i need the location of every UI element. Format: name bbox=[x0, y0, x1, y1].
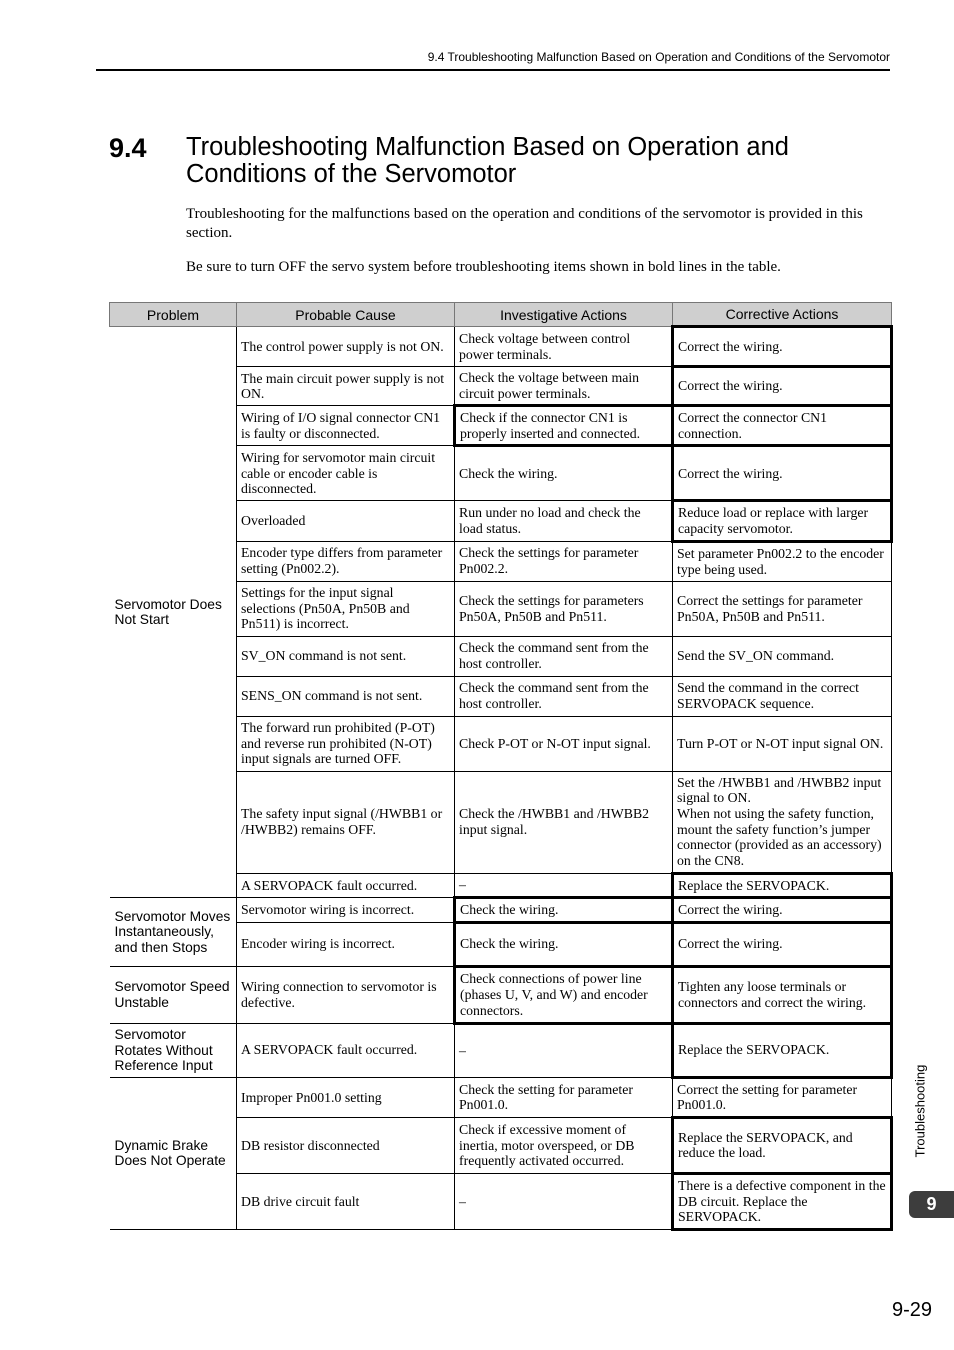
investigate-cell: Check the setting for parameter Pn001.0. bbox=[455, 1077, 673, 1117]
table-row bbox=[110, 898, 892, 923]
correct-cell: Set parameter Pn002.2 to the encoder type being used. bbox=[673, 541, 892, 581]
investigate-cell: Check the settings for parameters Pn50A, Pn50B and Pn511. bbox=[455, 581, 673, 636]
investigate-cell: Check the command sent from the host controller. bbox=[455, 636, 673, 676]
investigate-cell: Check the command sent from the host controller. bbox=[455, 676, 673, 716]
investigate-cell: Check connections of power line (phases U, V, and W) and encoder connectors. bbox=[455, 966, 673, 1023]
investigate-cell: Check P-OT or N-OT input signal. bbox=[455, 716, 673, 771]
cause-cell: Encoder wiring is incorrect. bbox=[237, 922, 455, 966]
troubleshooting-table bbox=[109, 302, 893, 1231]
correct-cell: There is a defective component in the DB circuit. Replace the SERVOPACK. bbox=[673, 1173, 892, 1229]
table-row bbox=[110, 966, 892, 1023]
column-header-investigate: Investigative Actions bbox=[455, 303, 673, 327]
problem-cell: Dynamic Brake Does Not Operate bbox=[110, 1077, 237, 1229]
intro-paragraph: Troubleshooting for the malfunctions based on the operation and conditions of the servomotor is provided in this section. bbox=[186, 206, 863, 241]
side-tab-label: Troubleshooting bbox=[912, 1064, 928, 1158]
column-header-cause: Probable Cause bbox=[237, 303, 455, 327]
problem-cell: Servomotor Rotates Without Reference Input bbox=[110, 1023, 237, 1077]
investigate-cell: – bbox=[455, 1173, 673, 1229]
investigate-cell: Check if the connector CN1 is properly inserted and connected. bbox=[455, 406, 673, 446]
section-number: 9.4 bbox=[109, 133, 147, 163]
correct-cell: Correct the wiring. bbox=[673, 922, 892, 966]
investigate-cell: – bbox=[455, 873, 673, 898]
cause-cell: Encoder type differs from parameter setting (Pn002.2). bbox=[237, 541, 455, 581]
cause-cell: DB drive circuit fault bbox=[237, 1173, 455, 1229]
cause-cell: The forward run prohibited (P-OT) and reverse run prohibited (N-OT) input signals are turned OFF. bbox=[237, 716, 455, 771]
correct-cell: Replace the SERVOPACK, and reduce the load. bbox=[673, 1117, 892, 1173]
correct-cell: Tighten any loose terminals or connectors and correct the wiring. bbox=[673, 966, 892, 1023]
cause-cell: Servomotor wiring is incorrect. bbox=[237, 898, 455, 923]
correct-cell: Send the SV_ON command. bbox=[673, 636, 892, 676]
correct-cell: Correct the setting for parameter Pn001.0. bbox=[673, 1077, 892, 1117]
investigate-cell: Check voltage between control power terminals. bbox=[455, 327, 673, 367]
investigate-cell: Check the voltage between main circuit power terminals. bbox=[455, 367, 673, 406]
investigate-cell: Run under no load and check the load status. bbox=[455, 501, 673, 541]
correct-cell: Correct the settings for parameter Pn50A, Pn50B and Pn511. bbox=[673, 581, 892, 636]
cause-cell: SV_ON command is not sent. bbox=[237, 636, 455, 676]
section-title: Troubleshooting Malfunction Based on Operation and Conditions of the Servomotor bbox=[186, 133, 789, 188]
cause-cell: Wiring of I/O signal connector CN1 is faulty or disconnected. bbox=[237, 406, 455, 446]
correct-cell: Correct the wiring. bbox=[673, 367, 892, 406]
cause-cell: The safety input signal (/HWBB1 or /HWBB2) remains OFF. bbox=[237, 771, 455, 873]
correct-cell: Replace the SERVOPACK. bbox=[673, 1023, 892, 1077]
correct-cell: Turn P-OT or N-OT input signal ON. bbox=[673, 716, 892, 771]
table-row bbox=[110, 327, 892, 367]
investigate-cell: Check the wiring. bbox=[455, 898, 673, 923]
correct-cell: Set the /HWBB1 and /HWBB2 input signal to ON. When not using the safety function, mount the safety function’s jumper connector (provided as an accessory) on the CN8. bbox=[673, 771, 892, 873]
cause-cell: The main circuit power supply is not ON. bbox=[237, 367, 455, 406]
investigate-cell: Check the wiring. bbox=[455, 922, 673, 966]
caution-paragraph: Be sure to turn OFF the servo system before troubleshooting items shown in bold lines in the table. bbox=[186, 259, 781, 275]
table-header-row bbox=[110, 303, 892, 327]
correct-cell: Correct the wiring. bbox=[673, 446, 892, 501]
cause-cell: Wiring for servomotor main circuit cable or encoder cable is disconnected. bbox=[237, 446, 455, 501]
chapter-tab: 9 bbox=[909, 1191, 954, 1218]
correct-cell: Correct the connector CN1 connection. bbox=[673, 406, 892, 446]
correct-cell: Reduce load or replace with larger capacity servomotor. bbox=[673, 501, 892, 541]
cause-cell: Overloaded bbox=[237, 501, 455, 541]
cause-cell: Improper Pn001.0 setting bbox=[237, 1077, 455, 1117]
column-header-problem: Problem bbox=[110, 303, 237, 327]
problem-cell: Servomotor Does Not Start bbox=[110, 327, 237, 898]
cause-cell: A SERVOPACK fault occurred. bbox=[237, 873, 455, 898]
cause-cell: Settings for the input signal selections (Pn50A, Pn50B and Pn511) is incorrect. bbox=[237, 581, 455, 636]
cause-cell: Wiring connection to servomotor is defective. bbox=[237, 966, 455, 1023]
correct-cell: Send the command in the correct SERVOPACK sequence. bbox=[673, 676, 892, 716]
correct-cell: Correct the wiring. bbox=[673, 898, 892, 923]
cause-cell: DB resistor disconnected bbox=[237, 1117, 455, 1173]
table-row bbox=[110, 1077, 892, 1117]
cause-cell: SENS_ON command is not sent. bbox=[237, 676, 455, 716]
cause-cell: The control power supply is not ON. bbox=[237, 327, 455, 367]
header-rule bbox=[96, 69, 890, 71]
investigate-cell: Check the settings for parameter Pn002.2. bbox=[455, 541, 673, 581]
cause-cell: A SERVOPACK fault occurred. bbox=[237, 1023, 455, 1077]
investigate-cell: Check the /HWBB1 and /HWBB2 input signal. bbox=[455, 771, 673, 873]
investigate-cell: – bbox=[455, 1023, 673, 1077]
table-row bbox=[110, 1023, 892, 1077]
page-number: 9-29 bbox=[891, 1299, 932, 1321]
problem-cell: Servomotor Speed Unstable bbox=[110, 966, 237, 1023]
investigate-cell: Check if excessive moment of inertia, motor overspeed, or DB frequently activated occurred. bbox=[455, 1117, 673, 1173]
column-header-correct: Corrective Actions bbox=[673, 303, 892, 327]
running-header: 9.4 Troubleshooting Malfunction Based on Operation and Conditions of the Servomotor bbox=[427, 50, 890, 64]
problem-cell: Servomotor Moves Instantaneously, and then Stops bbox=[110, 898, 237, 967]
investigate-cell: Check the wiring. bbox=[455, 446, 673, 501]
correct-cell: Replace the SERVOPACK. bbox=[673, 873, 892, 898]
correct-cell: Correct the wiring. bbox=[673, 327, 892, 367]
